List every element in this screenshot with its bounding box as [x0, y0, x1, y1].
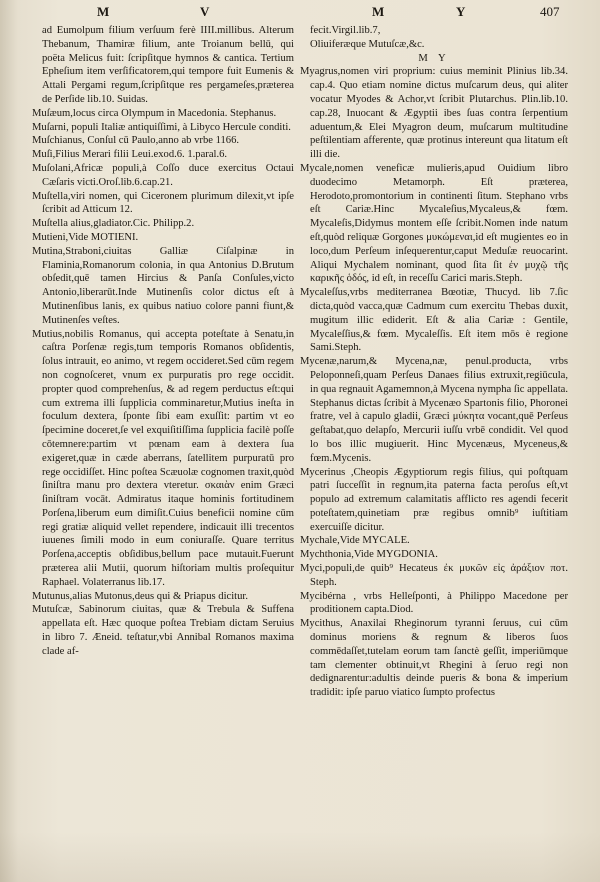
left-column — [32, 24, 294, 659]
dictionary-entry: Muſchianus, Conſul cū Paulo,anno ab vrbe 1166. — [32, 135, 240, 147]
header-letter-y: Y — [456, 4, 468, 19]
dictionary-entry: Mutina,Straboni,ciuitas Galliæ Ciſalpinæ in Flaminia,Romanorum colonia, in qua Antonius D.Brutum obſedit,quē tamen Hircius & Panſa Conſules,victo Antonio,liberarūt.Inde Mutinenſis color dictus eſt à Mutinenſibus lanis, ex quibus natiuo colore panni fiunt,& Mutinenſes veſtes. — [32, 245, 294, 326]
entry-continuation: ad Eumolpum filium verſuum ferè IIII.millibus. Alterum Thebanum, Thamiræ filium, ante Troianum bellū, qui poëta Melicus fuit: ſcripſitque hymnos & cantica. Tertium Epheſium item verſificatorem,qui tempore fuit Eumenis & Attali Pergami regum,ſcripſitque res pergameſes,præterea de Perſide lib.10. Suidas. — [42, 25, 294, 105]
right-column — [300, 24, 568, 700]
dictionary-entry: Muſi,Filius Merari filii Leui.exod.6. 1.paral.6. — [32, 149, 228, 161]
header-letter-m-left: M — [97, 4, 112, 19]
dictionary-entry: Mutuſcæ, Sabinorum ciuitas, quæ & Trebula & Suffena appellata eſt. Hæc quoque poſtea Trebiam dictam Seruius in libro 7. Æneid. teſtatur,vbi Annibal Romanos maxima clade af- — [32, 604, 294, 657]
dictionary-entry: Mutius,nobilis Romanus, qui accepta poteſtate à Senatu,in caſtra Porſenæ regis,tum temporis Romanos obſidentis, ſolus intrauit, eo animo, vt regem occideret.Sed cūm regem non cognoſceret, vnum ex purpuratis pro rege occidit. propter quod comprehenſus, & ad regem perductus eſt:qui cum extrema illi ſupplicia comminaretur,Mutius ineſta in foculum dextera, ſponte ſibi eam exuſſit: partim vt eo ſpecimine doceret,ſe vel exquiſitiſſima ſupplicia facilè poſſe cōtemnere:partim vt pœnam eam à dextera ſua exigeret,quæ in cæde aberrans, ſatellitem purpuratū pro rege occidiſſet. Hinc poſtea Scæuolæ cognomen traxit,quòd ſiniſtra manu pro dextera vteretur. σκαιὰν enim Græci ſiniſtram vocāt. Admiratus itaque hominis fortitudinem Porſena,liberum eum dimiſit.Cuius beneficii nomine cūm regi gratiæ aliquid vellet rependere, indicauit illi trecentos iuuenes ſimili modo in eum coniuraſſe. Quare territus Porſena,acceptis obſidibus,bellum pace mutauit.Fuerunt præterea alii Mutii, quorum hiſtoriam multis proſequitur Raphael. Volaterranus lib.17. — [32, 328, 294, 588]
dictionary-entry: Muſolani,Africæ populi,à Coſſo duce exercitus Octaui Cæſaris victi.Oroſ.lib.6.cap.21. — [32, 162, 294, 188]
dictionary-entry: Mycerinus ,Cheopis Ægyptiorum regis filius, qui poſtquam patri ſucceſſit in regnum,ita paterna facta peroſus eſt,vt populo ad extremum calamitatis afflicto res agendi fecerit poteſtatem,quinetiam præ regibus omnib⁹ iuſtitiam exercuiſſe dicitur. — [300, 466, 568, 533]
dictionary-entry: Myci,populi,de quib⁹ Hecateus ἐκ μυκῶν εἰς ἀράξιον ποτ. Steph. — [300, 563, 568, 588]
dictionary-entry: Mycaleſſus,vrbs mediterranea Bœotiæ, Thucyd. lib 7.ſic dicta,quòd vacca,quæ Cadmum cum exercitu Thebas duxit, mugitum illic ediderit. Eſt & alia Cariæ : Gentile, Mycaleſſius,& fœm. Mycaleſſis. Eſt item mōs è regione Sami.Steph. — [300, 287, 568, 354]
section-heading: M Y — [418, 52, 450, 64]
dictionary-entry: Muſtella alius,gladiator.Cic. Philipp.2. — [32, 218, 195, 230]
header-letter-v: V — [200, 4, 212, 19]
dictionary-entry: Muſæum,locus circa Olympum in Macedonia. Stephanus. — [32, 107, 277, 119]
dictionary-entry: Mutunus,alias Mutonus,deus qui & Priapus dicitur. — [32, 590, 248, 602]
entry-continuation: fecit.Virgil.lib.7, — [310, 25, 381, 36]
entry-continuation: Oliuiferæque Mutuſcæ,&c. — [310, 38, 425, 50]
dictionary-entry: Mycale,nomen veneficæ mulieris,apud Ouidium libro duodecimo Metamorph. Eſt præterea, Herodoto,promontorium in continenti ſitum. Stephano vrbs eſt Cariæ.Hinc Mycaleſius,Mycaleus,& fœm. Mycaleſis,Didymus montem eſſe ſcribit.Nomen inde natum eſt,quòd reliquæ Gorgones μυκώμεναι,id eſt mugientes eo in loco,dum Perſeum inſequerentur,caput Meduſæ reuocarint. Aliqui Mychalem nominant, quod ſita ſit ἐν μυχῷ τῆς καρικῆς ὁδός, id eſt, in receſſu Carici maris.Steph. — [300, 162, 568, 285]
dictionary-entry: Muſarni, populi Italiæ antiquiſſimi, à Libyco Hercule conditi. — [32, 121, 291, 133]
dictionary-entry: Mycenæ,narum,& Mycena,næ, penul.producta, vrbs Peloponneſi,quam Perſeus Danaes filius extruxit,regiūcula, in qua regnauit Agamemnon,à Mycena nympha ſic appellata. Stephanus dictas ſcribit à Mycenæo Spartonis filio, Phoronei fratre, vel à capulo gladii, Græci μύκητα vocant,quē Perſeus geſtabat,quo delapſo, Mercurii iuſſu vrbē condidit. Vel quod lo bos illic mugiuerit. Hinc Mycenæus, Myceneus,& fœm.Mycenis. — [300, 356, 568, 464]
dictionary-entry: Mychale,Vide MYCALE. — [300, 535, 410, 547]
dictionary-entry: Myagrus,nomen viri proprium: cuius meminit Plinius lib.34. cap.4. Quo etiam nomine dictus muſcarum deus, qui aliter vocatur Myodes & Achor,vt ſcribit Plutarchus. Plin.lib.10. cap.28, Inuocant & Ægyptii ibes ſuas contra ſerpentium aduentum,& Elei Myagron deum, muſcarum multitudine peſtilentiam afferente, quæ protinus intereunt qua litatum eſt illi die. — [300, 66, 568, 161]
dictionary-entry: Muſtella,viri nomen, qui Ciceronem plurimum dilexit,vt ipſe ſcribit ad Atticum 12. — [32, 190, 294, 216]
page-number: 407 — [540, 4, 560, 19]
dictionary-entry: Mutieni,Vide MOTIENI. — [32, 231, 139, 243]
dictionary-entry: Mycithus, Anaxilai Rheginorum tyranni ſeruus, cui cūm dominus moriens & regnum & liberos ſuos commēdaſſet,tutelam eorum tam ſanctè geſſit, imperiūmque tam clementer obtinuit,vt Rhegini à ſeruo regi non dedignarentur:adultis deinde pueris & bona & imperium tradidit: ipſe paruo viatico ſumpto profectus — [300, 618, 568, 699]
dictionary-entry: Mychthonia,Vide MYGDONIA. — [300, 549, 438, 561]
dictionary-entry: Mycibérna , vrbs Helleſponti, à Philippo Macedone per proditionem capta.Diod. — [300, 590, 568, 616]
header-letter-m-right: M — [372, 4, 387, 19]
